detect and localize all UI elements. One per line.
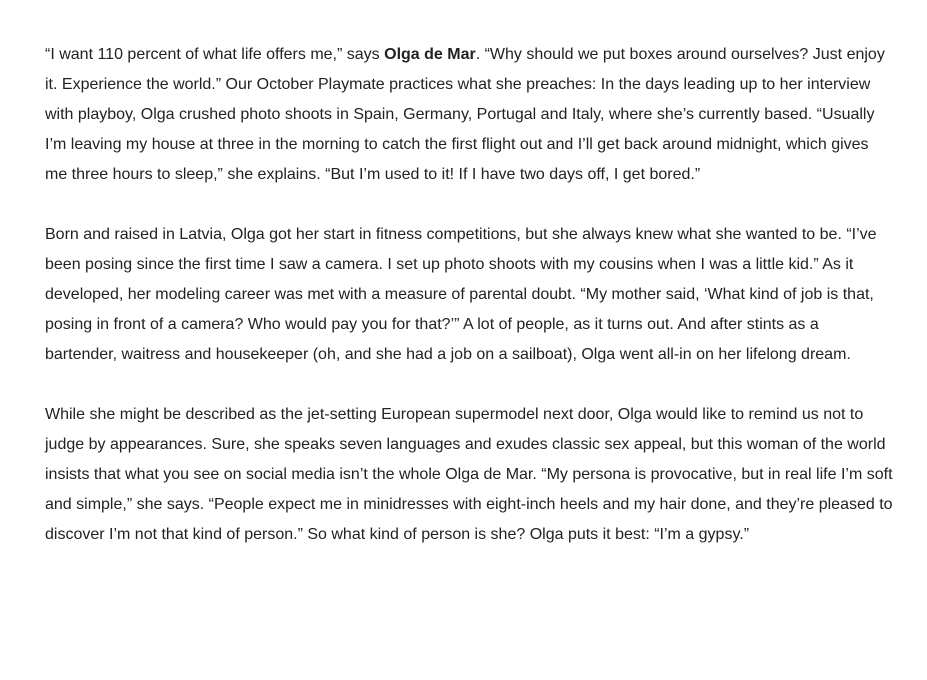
paragraph-1 — [45, 40, 895, 190]
paragraph-3: While she might be described as the jet-setting European supermodel next door, Olga would like to remind us not to judge by appearances. Sure, she speaks seven languages and exudes classic sex appeal, but this woman of the world insists that what you see on social media isn’t the whole Olga de Mar. “My persona is provocative, but in real life I’m soft and simple,” she says. “People expect me in minidresses with eight-inch heels and my hair done, and they’re pleased to discover I’m not that kind of person.” So what kind of person is she? Olga puts it best: “I’m a gypsy.” — [45, 406, 893, 543]
article-body — [45, 40, 895, 550]
subject-name: Olga de Mar — [384, 46, 476, 63]
paragraph-2: Born and raised in Latvia, Olga got her start in fitness competitions, but she always knew what she wanted to be. “I’ve been posing since the first time I saw a camera. I set up photo shoots with my cousins when I was a little kid.” As it developed, her modeling career was met with a measure of parental doubt. “My mother said, ‘What kind of job is that, posing in front of a camera? Who would pay you for that?’” A lot of people, as it turns out. And after stints as a bartender, waitress and housekeeper (oh, and she had a job on a sailboat), Olga went all-in on her lifelong dream. — [45, 226, 877, 363]
paragraph-1-rest: . “Why should we put boxes around ourselves? Just enjoy it. Experience the world.” Our October Playmate practices what she preaches: In the days leading up to her interview with playboy, Olga crushed photo shoots in Spain, Germany, Portugal and Italy, where she’s currently based. “Usually I’m leaving my house at three in the morning to catch the first flight out and I’ll get back around midnight, which gives me three hours to sleep,” she explains. “But I’m used to it! If I have two days off, I get bored.” — [45, 46, 885, 183]
paragraph-1-lead: “I want 110 percent of what life offers me,” says — [45, 46, 385, 63]
